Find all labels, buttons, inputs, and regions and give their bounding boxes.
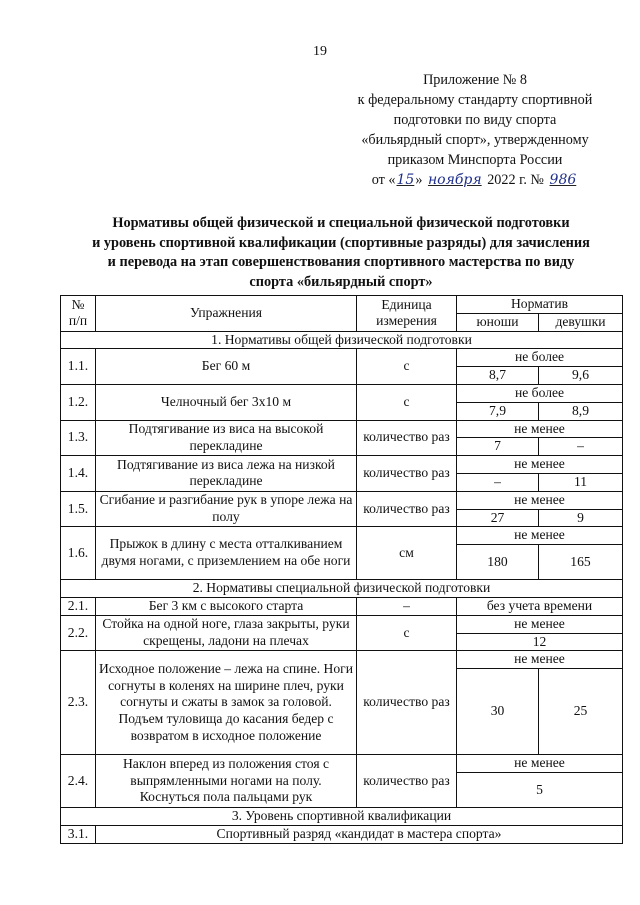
header-boys: юноши xyxy=(457,313,539,331)
table-row xyxy=(61,349,623,367)
row-exercise: Подтягивание из виса лежа на низкой перекладине xyxy=(96,456,357,492)
row-value: 5 xyxy=(457,772,623,807)
table-row xyxy=(61,384,623,402)
row-unit: с xyxy=(357,349,457,385)
row-unit: количество раз xyxy=(357,491,457,527)
appendix-line-3: подготовки по виду спорта xyxy=(393,112,557,128)
title-line-1: Нормативы общей физической и специальной физической подготовки xyxy=(112,215,570,231)
row-unit: – xyxy=(357,597,457,615)
table-row xyxy=(61,491,623,509)
row-num: 2.2. xyxy=(61,615,96,651)
row-num: 1.4. xyxy=(61,456,96,492)
order-year: 2022 г. № xyxy=(487,172,544,188)
order-mid: » xyxy=(415,172,423,188)
title-line-3: и перевода на этап совершенствования спортивного мастерства по виду xyxy=(107,254,575,270)
order-prefix: от « xyxy=(371,172,396,188)
title-line-4: спорта «бильярдный спорт» xyxy=(249,273,433,290)
row-girls: 9,6 xyxy=(539,367,623,385)
row-girls: 8,9 xyxy=(539,402,623,420)
header-unit-line-2: измерения xyxy=(376,313,437,329)
row-exercise: Стойка на одной ноге, глаза закрыты, руки скрещены, ладони на плечах xyxy=(96,615,357,651)
row-boys: 7,9 xyxy=(457,402,539,420)
appendix-line-2: к федеральному стандарту спортивной xyxy=(357,92,593,108)
row-exercise: Челночный бег 3х10 м xyxy=(96,384,357,420)
row-boys: – xyxy=(457,473,539,491)
row-unit: количество раз xyxy=(357,651,457,755)
row-num: 3.1. xyxy=(61,825,96,843)
row-num: 2.1. xyxy=(61,597,96,615)
appendix-block xyxy=(330,70,620,190)
section-title-1: 1. Нормативы общей физической подготовки xyxy=(61,331,623,349)
row-exercise: Бег 60 м xyxy=(96,349,357,385)
table-row xyxy=(61,615,623,633)
table-row xyxy=(61,825,623,843)
header-unit-line-1: Единица xyxy=(381,296,432,312)
appendix-line-5: приказом Минспорта России xyxy=(387,152,563,168)
appendix-line-4: «бильярдный спорт», утвержденному xyxy=(361,132,589,148)
header-num-line-2: п/п xyxy=(68,313,88,329)
row-unit: см xyxy=(357,527,457,580)
row-unit: количество раз xyxy=(357,755,457,808)
row-num: 1.1. xyxy=(61,349,96,385)
row-boys: 7 xyxy=(457,438,539,456)
row-value: 12 xyxy=(457,633,623,651)
row-condition: не менее xyxy=(457,420,623,438)
header-num-line-1: № xyxy=(71,296,85,312)
row-condition: не менее xyxy=(457,491,623,509)
row-num: 1.3. xyxy=(61,420,96,456)
row-condition: не менее xyxy=(457,527,623,545)
row-boys: 8,7 xyxy=(457,367,539,385)
table-row xyxy=(61,597,623,615)
table-header-row xyxy=(61,296,623,314)
row-exercise: Исходное положение – лежа на спине. Ноги согнуты в коленях на ширине плеч, руки согнуты и сжаты в замок за головой. Подъем туловища до касания бедер с возвратом в исходное положение xyxy=(96,651,357,755)
row-condition: не менее xyxy=(457,755,623,773)
header-norm: Норматив xyxy=(457,296,623,314)
row-exercise: Бег 3 км с высокого старта xyxy=(96,597,357,615)
row-girls: 9 xyxy=(539,509,623,527)
section-title-2: 2. Нормативы специальной физической подготовки xyxy=(61,580,623,598)
row-condition: не менее xyxy=(457,651,623,669)
row-condition: не более xyxy=(457,349,623,367)
order-month-handwritten: ноября xyxy=(427,172,482,188)
table-row xyxy=(61,456,623,474)
row-condition: не более xyxy=(457,384,623,402)
row-exercise: Прыжок в длину с места отталкиванием двумя ногами, с приземлением на обе ноги xyxy=(96,527,357,580)
header-num xyxy=(61,296,96,332)
row-girls: 25 xyxy=(539,669,623,755)
page-number: 19 xyxy=(313,44,327,59)
row-boys: 30 xyxy=(457,669,539,755)
norms-table xyxy=(60,295,623,844)
section-row xyxy=(61,580,623,598)
row-condition: не менее xyxy=(457,456,623,474)
row-num: 2.4. xyxy=(61,755,96,808)
row-value: без учета времени xyxy=(457,597,623,615)
table-row xyxy=(61,755,623,773)
table-row xyxy=(61,651,623,669)
row-girls: – xyxy=(539,438,623,456)
section-title-3: 3. Уровень спортивной квалификации xyxy=(61,807,623,825)
row-exercise: Наклон вперед из положения стоя с выпрямленными ногами на полу. Коснуться пола пальцами рук xyxy=(96,755,357,808)
table-row xyxy=(61,527,623,545)
row-exercise: Спортивный разряд «кандидат в мастера спорта» xyxy=(96,825,623,843)
order-day-handwritten: 15 xyxy=(396,172,415,188)
header-unit xyxy=(357,296,457,332)
row-condition: не менее xyxy=(457,615,623,633)
row-unit: с xyxy=(357,384,457,420)
section-row xyxy=(61,331,623,349)
row-num: 1.5. xyxy=(61,491,96,527)
order-line xyxy=(330,170,620,190)
row-exercise: Сгибание и разгибание рук в упоре лежа на полу xyxy=(96,491,357,527)
row-exercise: Подтягивание из виса на высокой перекладине xyxy=(96,420,357,456)
document-title xyxy=(60,214,622,292)
row-girls: 11 xyxy=(539,473,623,491)
order-number-handwritten: 986 xyxy=(549,172,577,188)
row-unit: с xyxy=(357,615,457,651)
row-girls: 165 xyxy=(539,545,623,580)
title-line-2: и уровень спортивной квалификации (спортивные разряды) для зачисления xyxy=(92,234,590,251)
header-exercise: Упражнения xyxy=(96,296,357,332)
section-row xyxy=(61,807,623,825)
row-num: 1.6. xyxy=(61,527,96,580)
table-row xyxy=(61,420,623,438)
appendix-line-1: Приложение № 8 xyxy=(423,72,527,88)
header-girls: девушки xyxy=(539,313,623,331)
row-boys: 180 xyxy=(457,545,539,580)
row-unit: количество раз xyxy=(357,420,457,456)
row-boys: 27 xyxy=(457,509,539,527)
row-unit: количество раз xyxy=(357,456,457,492)
row-num: 1.2. xyxy=(61,384,96,420)
row-num: 2.3. xyxy=(61,651,96,755)
